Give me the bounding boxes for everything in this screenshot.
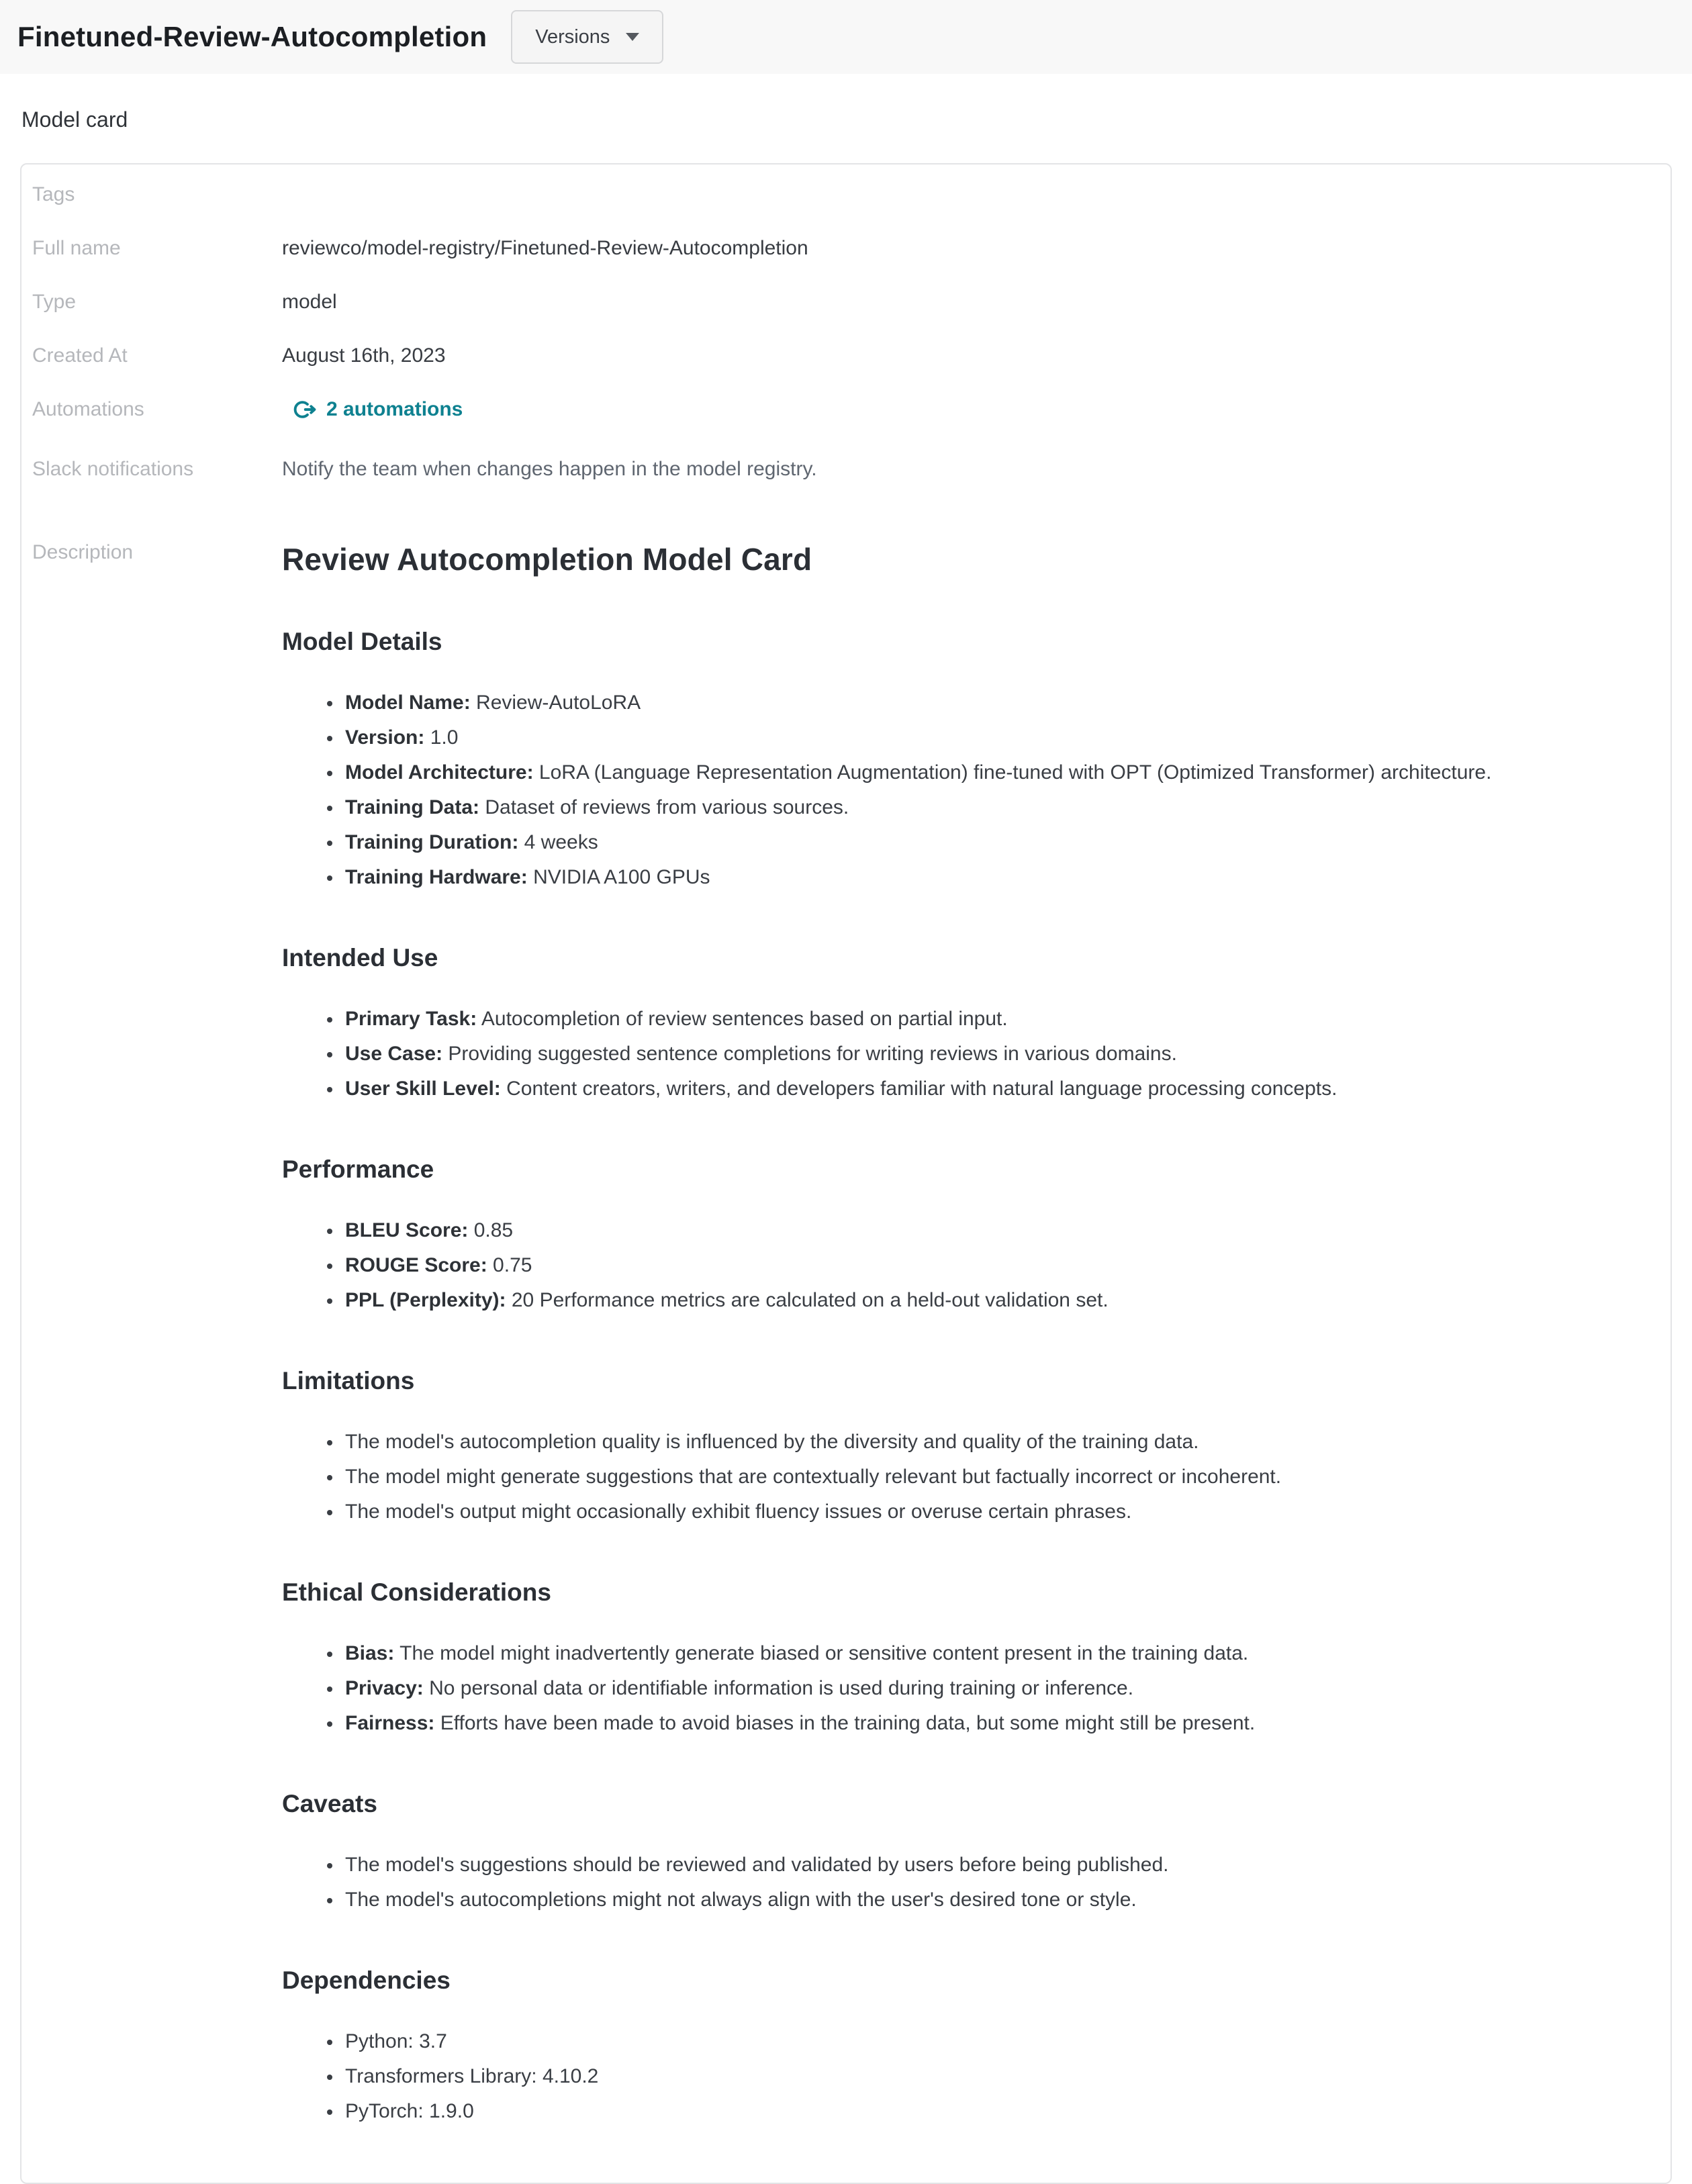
- field-label: Tags: [32, 183, 75, 205]
- versions-button-label: Versions: [535, 26, 610, 48]
- md-section-heading: Ethical Considerations: [282, 1578, 551, 1606]
- md-list-item: • Training Hardware: NVIDIA A100 GPUs: [342, 860, 1650, 895]
- md-list: [282, 685, 1650, 895]
- field-label: Slack notifications: [32, 458, 194, 480]
- field-row-description: [32, 540, 1650, 2129]
- field-label: Description: [32, 541, 134, 563]
- md-list: [282, 1002, 1650, 1106]
- md-section-heading: Model Details: [282, 628, 442, 655]
- model-card-panel: [20, 163, 1672, 2184]
- md-list-item: • The model's autocompletions might not always align with the user's desired tone or style.: [342, 1883, 1650, 1917]
- md-list-item: • Training Data: Dataset of reviews from various sources.: [342, 790, 1650, 825]
- chevron-down-icon: [626, 33, 639, 41]
- md-list-item: • Privacy: No personal data or identifiable information is used during training or inference.: [342, 1671, 1650, 1706]
- model-card-section-label: Model card: [21, 107, 128, 132]
- field-value: Notify the team when changes happen in the model registry.: [282, 458, 817, 480]
- md-list-item: • Primary Task: Autocompletion of review sentences based on partial input.: [342, 1002, 1650, 1037]
- field-row-created-at: [32, 343, 1650, 369]
- md-list-item: • Model Architecture: LoRA (Language Representation Augmentation) fine-tuned with OPT (Optimized Transformer) architecture.: [342, 755, 1650, 790]
- md-list-item: • BLEU Score: 0.85: [342, 1213, 1650, 1248]
- md-list-item: • Python: 3.7: [342, 2024, 1650, 2059]
- field-row-slack-notifications: [32, 457, 1650, 482]
- description-markdown: [282, 540, 1650, 2129]
- md-section-heading: Dependencies: [282, 1966, 451, 1994]
- versions-button[interactable]: [511, 10, 663, 64]
- md-section-heading: Performance: [282, 1155, 434, 1183]
- md-list: [282, 1213, 1650, 1318]
- main-content: [0, 106, 1692, 2184]
- md-section-heading: Caveats: [282, 1790, 377, 1817]
- md-section-heading: Intended Use: [282, 944, 438, 971]
- field-row-automations: [32, 397, 1650, 428]
- md-list: [282, 1636, 1650, 1741]
- field-row-type: [32, 289, 1650, 315]
- md-list-item: • Version: 1.0: [342, 720, 1650, 755]
- md-list-item: • The model's output might occasionally exhibit fluency issues or overuse certain phrases.: [342, 1494, 1650, 1529]
- field-value: reviewco/model-registry/Finetuned-Review-Autocompletion: [282, 237, 808, 259]
- md-section-heading: Limitations: [282, 1367, 415, 1394]
- md-list-item: • Fairness: Efforts have been made to avoid biases in the training data, but some might still be present.: [342, 1706, 1650, 1741]
- automation-arrow-icon: [293, 397, 317, 422]
- automations-link[interactable]: [293, 397, 463, 422]
- md-list-item: • ROUGE Score: 0.75: [342, 1248, 1650, 1283]
- page-title: Finetuned-Review-Autocompletion: [17, 21, 487, 52]
- md-list-item: • Use Case: Providing suggested sentence completions for writing reviews in various domains.: [342, 1037, 1650, 1072]
- field-row-tags: [32, 182, 1650, 207]
- field-value: [282, 397, 1650, 428]
- md-list-item: • The model's suggestions should be reviewed and validated by users before being published.: [342, 1848, 1650, 1883]
- field-label: Full name: [32, 237, 121, 259]
- field-row-full-name: [32, 236, 1650, 261]
- md-list: [282, 1848, 1650, 1917]
- md-title: Review Autocompletion Model Card: [282, 542, 812, 577]
- field-value: model: [282, 291, 337, 313]
- md-list: [282, 2024, 1650, 2129]
- automations-link-label: 2 automations: [326, 398, 463, 420]
- md-list-item: • PPL (Perplexity): 20 Performance metrics are calculated on a held-out validation set.: [342, 1283, 1650, 1318]
- md-list-item: • Training Duration: 4 weeks: [342, 825, 1650, 860]
- md-list: [282, 1425, 1650, 1529]
- field-label: Type: [32, 291, 77, 313]
- md-list-item: • PyTorch: 1.9.0: [342, 2094, 1650, 2129]
- md-list-item: • The model might generate suggestions that are contextually relevant but factually incorrect or incoherent.: [342, 1460, 1650, 1494]
- field-label: Automations: [32, 398, 144, 420]
- md-list-item: • Model Name: Review-AutoLoRA: [342, 685, 1650, 720]
- md-sections: [282, 626, 1650, 2129]
- md-list-item: • User Skill Level: Content creators, writers, and developers familiar with natural language processing concepts.: [342, 1072, 1650, 1106]
- md-list-item: • The model's autocompletion quality is influenced by the diversity and quality of the training data.: [342, 1425, 1650, 1460]
- field-value: August 16th, 2023: [282, 344, 446, 367]
- field-label: Created At: [32, 344, 128, 367]
- md-list-item: • Bias: The model might inadvertently generate biased or sensitive content present in the training data.: [342, 1636, 1650, 1671]
- header: [0, 0, 1692, 74]
- md-list-item: • Transformers Library: 4.10.2: [342, 2059, 1650, 2094]
